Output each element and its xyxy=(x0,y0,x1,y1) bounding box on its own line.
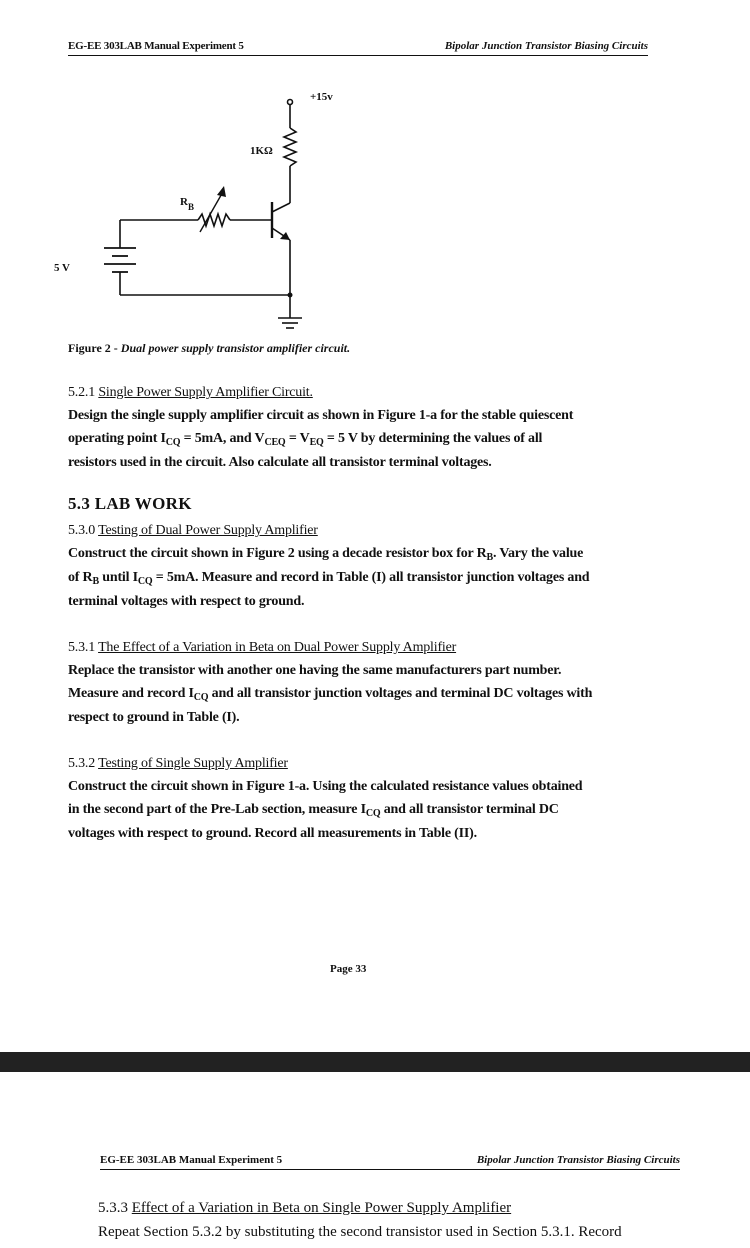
paragraph-line: operating point $I_{CQ} = 5mA$, and $V_{CEQ} = V_{EQ} = 5$ V by determining the values of all xyxy=(68,431,543,448)
section-heading xyxy=(68,381,648,404)
lab-work-heading: 5.3 LAB WORK xyxy=(68,494,192,513)
figure-caption-text: Dual power supply transistor amplifier circuit. xyxy=(120,341,351,355)
header-course-title: EG-EE 303LAB Manual Experiment 5 xyxy=(100,1154,283,1166)
section-5-2-1 xyxy=(68,381,648,474)
paragraph-line: in the second part of the Pre-Lab section, measure $I_{CQ}$ and all transistor terminal DC xyxy=(68,802,559,819)
figure-caption xyxy=(68,341,350,356)
section-5-3-3 xyxy=(98,1196,698,1244)
paragraph-line: respect to ground in Table (I). xyxy=(68,710,240,725)
paragraph-line: Construct the circuit shown in Figure 2 using a decade resistor box for $R_B$. Vary the value xyxy=(68,546,584,563)
section-5-3-2 xyxy=(68,752,648,845)
section-title: The Effect of a Variation in Beta on Dual Power Supply Amplifier xyxy=(98,640,457,655)
paragraph-line: voltages with respect to ground. Record all measurements in Table (II). xyxy=(68,826,477,841)
paragraph-line: Design the single supply amplifier circuit as shown in Figure 1-a for the stable quiescent xyxy=(68,408,574,423)
paragraph-line: terminal voltages with respect to ground. xyxy=(68,594,305,609)
paragraph-line: resistors used in the circuit. Also calculate all transistor terminal voltages. xyxy=(68,455,492,470)
paragraph-line: Construct the circuit shown in Figure 1-a. Using the calculated resistance values obtained xyxy=(68,779,583,794)
paragraph-line: Measure and record $I_{CQ}$ and all transistor junction voltages and terminal DC voltages with xyxy=(68,686,593,703)
paragraph-line: Repeat Section 5.3.2 by substituting the second transistor used in Section 5.3.1. Record xyxy=(98,1224,622,1240)
header-course-title: EG-EE 303LAB Manual Experiment 5 xyxy=(68,40,244,52)
section-5-3-1 xyxy=(68,636,648,729)
paragraph-line: Replace the transistor with another one having the same manufacturers part number. xyxy=(68,663,562,678)
paragraph-line: of $R_B$ until $I_{CQ} = 5mA$. Measure and record in Table (I) all transistor junction voltages and xyxy=(68,570,590,587)
page-separator xyxy=(0,1052,750,1072)
figure-caption-label: Figure 2 - xyxy=(68,341,118,355)
base-resistor-label: R xyxy=(180,196,188,208)
collector-resistor xyxy=(284,128,296,166)
section-heading xyxy=(98,1196,698,1220)
page-header xyxy=(100,1152,680,1170)
section-title: Single Power Supply Amplifier Circuit. xyxy=(98,385,313,400)
section-heading xyxy=(68,519,648,542)
section-number: 5.3.2 xyxy=(68,756,96,771)
section-title: Testing of Dual Power Supply Amplifier xyxy=(98,523,318,538)
supply-terminal xyxy=(288,100,293,105)
section-heading xyxy=(68,752,648,775)
base-resistor-subscript: B xyxy=(188,202,195,212)
emitter-arrow xyxy=(280,232,290,240)
supply-label: +15v xyxy=(310,91,333,103)
header-chapter-title: Bipolar Junction Transistor Biasing Circuits xyxy=(476,1154,680,1166)
collector-resistor-label: 1KΩ xyxy=(250,145,273,157)
page-number: Page 33 xyxy=(330,963,367,975)
section-heading xyxy=(68,636,648,659)
section-title: Testing of Single Supply Amplifier xyxy=(98,756,288,771)
section-title: Effect of a Variation in Beta on Single Power Supply Amplifier xyxy=(131,1200,512,1216)
header-chapter-title: Bipolar Junction Transistor Biasing Circuits xyxy=(444,40,648,52)
dual-supply-amplifier-circuit-diagram xyxy=(40,80,360,335)
section-number: 5.3.3 xyxy=(98,1200,128,1216)
section-number: 5.3.1 xyxy=(68,640,96,655)
section-5-3-0 xyxy=(68,519,648,613)
battery-label: 5 V xyxy=(54,262,70,274)
section-number: 5.2.1 xyxy=(68,385,96,400)
section-number: 5.3.0 xyxy=(68,523,96,538)
document-page-34 xyxy=(0,1072,750,1248)
base-resistor xyxy=(198,214,230,226)
page-header xyxy=(68,38,648,56)
